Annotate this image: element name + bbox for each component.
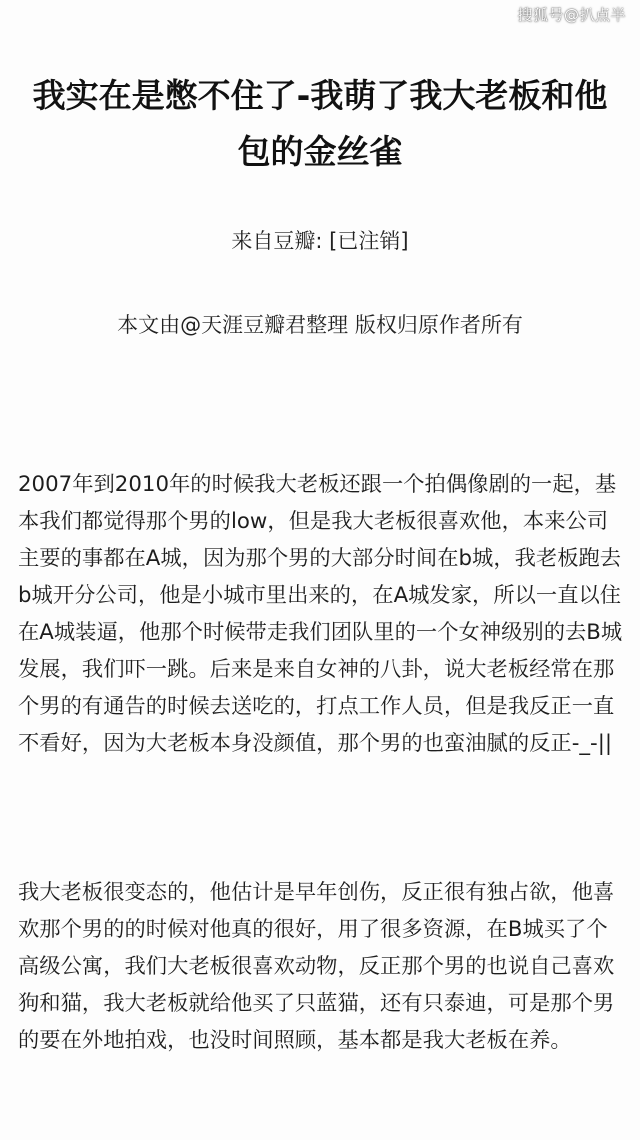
article-source: 来自豆瓣: [已注销]	[231, 229, 409, 253]
title-line-1: 我实在是憋不住了-我萌了我大老板和他	[32, 76, 608, 115]
watermark: 搜狐号@扒点半	[517, 6, 626, 24]
article-title	[0, 68, 640, 180]
title-line-2: 包的金丝雀	[237, 132, 403, 171]
copyright-notice: 本文由@天涯豆瓣君整理 版权归原作者所有	[117, 313, 523, 337]
body-paragraph: 我大老板很变态的，他估计是早年创伤，反正很有独占欲，他喜欢那个男的的时候对他真的很好，用了很多资源，在B城买了个高级公寓，我们大老板很喜欢动物，反正那个男的也说自己喜欢狗和猫，我大老板就给他买了只蓝猫，还有只泰迪，可是那个男的要在外地拍戏，也没时间照顾，基本都是我大老板在养。	[18, 880, 615, 1053]
body-paragraph: 2007年到2010年的时候我大老板还跟一个拍偶像剧的一起，基本我们都觉得那个男的low，但是我大老板很喜欢他，本来公司主要的事都在A城，因为那个男的大部分时间在b城，我老板跑去b城开分公司，他是小城市里出来的，在A城发家，所以一直以住在A城装逼，他那个时候带走我们团队里的一个女神级别的去B城发展，我们吓一跳。后来是来自女神的八卦，说大老板经常在那个男的有通告的时候去送吃的，打点工作人员，但是我反正一直不看好，因为大老板本身没颜值，那个男的也蛮油腻的反正-_-||	[18, 472, 623, 756]
